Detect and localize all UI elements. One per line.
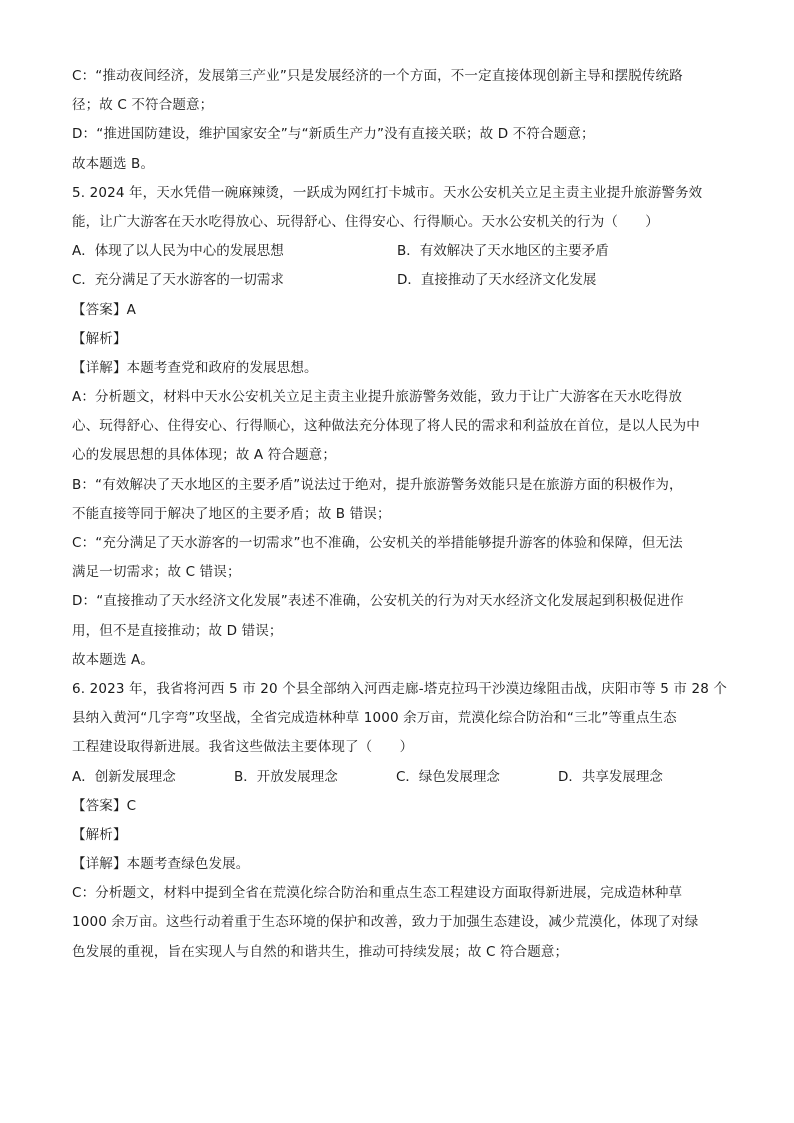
answer-label: 【答案】C [72, 797, 137, 814]
detail-line: C：分析题文，材料中提到全省在荒漠化综合防治和重点生态工程建设方面取得新进展，完成造林种草 [72, 885, 683, 902]
detail-line: 故本题选 A。 [72, 651, 155, 668]
detail-line: 心、玩得舒心、住得安心、行得顺心，这种做法充分体现了将人民的需求和利益放在首位，是以人民为中 [72, 418, 700, 435]
option-row [72, 237, 722, 266]
detail-line: 【详解】本题考查党和政府的发展思想。 [72, 359, 318, 376]
document-body [72, 62, 728, 967]
detail-line: B：“有效解决了天水地区的主要矛盾”说法过于绝对，提升旅游警务效能只是在旅游方面的积极作为， [72, 476, 683, 493]
detail-line: 心的发展思想的具体体现；故 A 符合题意； [72, 447, 336, 464]
text-line: 故本题选 B。 [72, 155, 155, 172]
detail-line: 满足一切需求；故 C 错误； [72, 564, 241, 581]
detail-line: 【详解】本题考查绿色发展。 [72, 856, 250, 873]
option-row [72, 763, 722, 792]
detail-line: C：“充分满足了天水游客的一切需求”也不准确，公安机关的举措能够提升游客的体验和保障，但无法 [72, 535, 683, 551]
question-stem: 5. 2024 年，天水凭借一碗麻辣烫，一跃成为网红打卡城市。天水公安机关立足主责主业提升旅游警务效 [72, 184, 703, 201]
option-d: D．直接推动了天水经济文化发展 [397, 272, 597, 289]
detail-line: 1000 余万亩。这些行动着重于生态环境的保护和改善，致力于加强生态建设，减少荒漠化，体现了对绿 [72, 914, 699, 931]
detail-line: 不能直接等同于解决了地区的主要矛盾；故 B 错误； [72, 505, 391, 522]
text-line: C：“推动夜间经济，发展第三产业”只是发展经济的一个方面，不一定直接体现创新主导和摆脱传统路 [72, 68, 683, 84]
analysis-label: 【解析】 [72, 330, 127, 347]
option-b: B．开放发展理念 [234, 768, 338, 785]
option-c: C．充分满足了天水游客的一切需求 [72, 272, 284, 289]
detail-line: D：“直接推动了天水经济文化发展”表述不准确，公安机关的行为对天水经济文化发展起到积极促进作 [72, 593, 684, 610]
detail-line: A：分析题文，材料中天水公安机关立足主责主业提升旅游警务效能，致力于让广大游客在天水吃得放 [72, 389, 682, 406]
question-stem: 工程建设取得新进展。我省这些做法主要体现了（ ） [72, 739, 414, 756]
text-line: 径；故 C 不符合题意； [72, 97, 214, 114]
option-d: D．共享发展理念 [558, 768, 663, 785]
text-line: D：“推进国防建设，维护国家安全”与“新质生产力”没有直接关联；故 D 不符合题意； [72, 126, 595, 143]
option-a: A．体现了以人民为中心的发展思想 [72, 243, 284, 260]
question-stem: 县纳入黄河“几字弯”攻坚战，全省完成造林种草 1000 余万亩，荒漠化综合防治和“三北”等重点生态 [72, 710, 677, 727]
question-stem: 6. 2023 年，我省将河西 5 市 20 个县全部纳入河西走廊-塔克拉玛干沙漠边缘阻击战，庆阳市等 5 市 28 个 [72, 680, 728, 697]
option-b: B．有效解决了天水地区的主要矛盾 [397, 243, 609, 260]
option-row [72, 266, 722, 295]
question-6 [72, 675, 728, 967]
option-a: A．创新发展理念 [72, 768, 176, 785]
answer-label: 【答案】A [72, 301, 136, 318]
question-5 [72, 179, 722, 675]
analysis-label: 【解析】 [72, 826, 127, 843]
detail-line: 用，但不是直接推动；故 D 错误； [72, 622, 283, 639]
detail-line: 色发展的重视，旨在实现人与自然的和谐共生，推动可持续发展；故 C 符合题意； [72, 943, 569, 960]
option-c: C．绿色发展理念 [396, 768, 500, 785]
question-stem: 能，让广大游客在天水吃得放心、玩得舒心、住得安心、行得顺心。天水公安机关的行为（ ） [72, 213, 659, 230]
